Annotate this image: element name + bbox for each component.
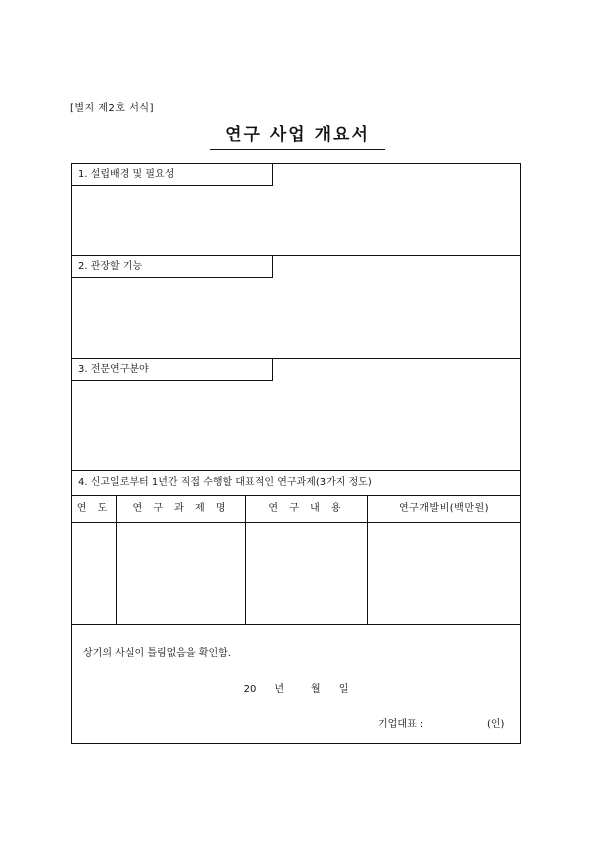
header-rnd-cost: 연구개발비(백만원) xyxy=(398,503,490,514)
date-year: 20 xyxy=(243,684,257,695)
section-label: 3. 전문연구분야 xyxy=(72,359,273,381)
representative-label: 기업대표 : xyxy=(378,719,424,730)
header-year: 연 도 xyxy=(76,503,112,514)
confirmation-statement: 상기의 사실이 틀림없음을 확인함. xyxy=(83,648,231,659)
header-project-name: 연 구 과 제 명 xyxy=(132,503,230,514)
section-label: 4. 신고일로부터 1년간 직접 수행할 대표적인 연구과제(3가지 정도) xyxy=(72,471,520,496)
document-title: 연구 사업 개요서 xyxy=(210,120,385,150)
date-month-unit: 월 xyxy=(311,684,321,695)
section-functions xyxy=(72,256,520,359)
seal-mark: (인) xyxy=(487,719,505,730)
date-line xyxy=(72,680,520,695)
form-frame xyxy=(71,163,521,744)
section-research-projects xyxy=(72,471,520,625)
section-label: 2. 관장할 기능 xyxy=(72,256,273,278)
header-research-content: 연 구 내 용 xyxy=(268,503,345,514)
date-day-unit: 일 xyxy=(338,684,349,695)
form-code: [별지 제2호 서식] xyxy=(70,103,154,114)
section-label: 1. 설립배경 및 필요성 xyxy=(72,164,273,186)
section-establishment-background xyxy=(72,164,520,256)
projects-table xyxy=(72,496,520,624)
date-year-unit: 년 xyxy=(274,684,285,695)
section-research-fields xyxy=(72,359,520,471)
